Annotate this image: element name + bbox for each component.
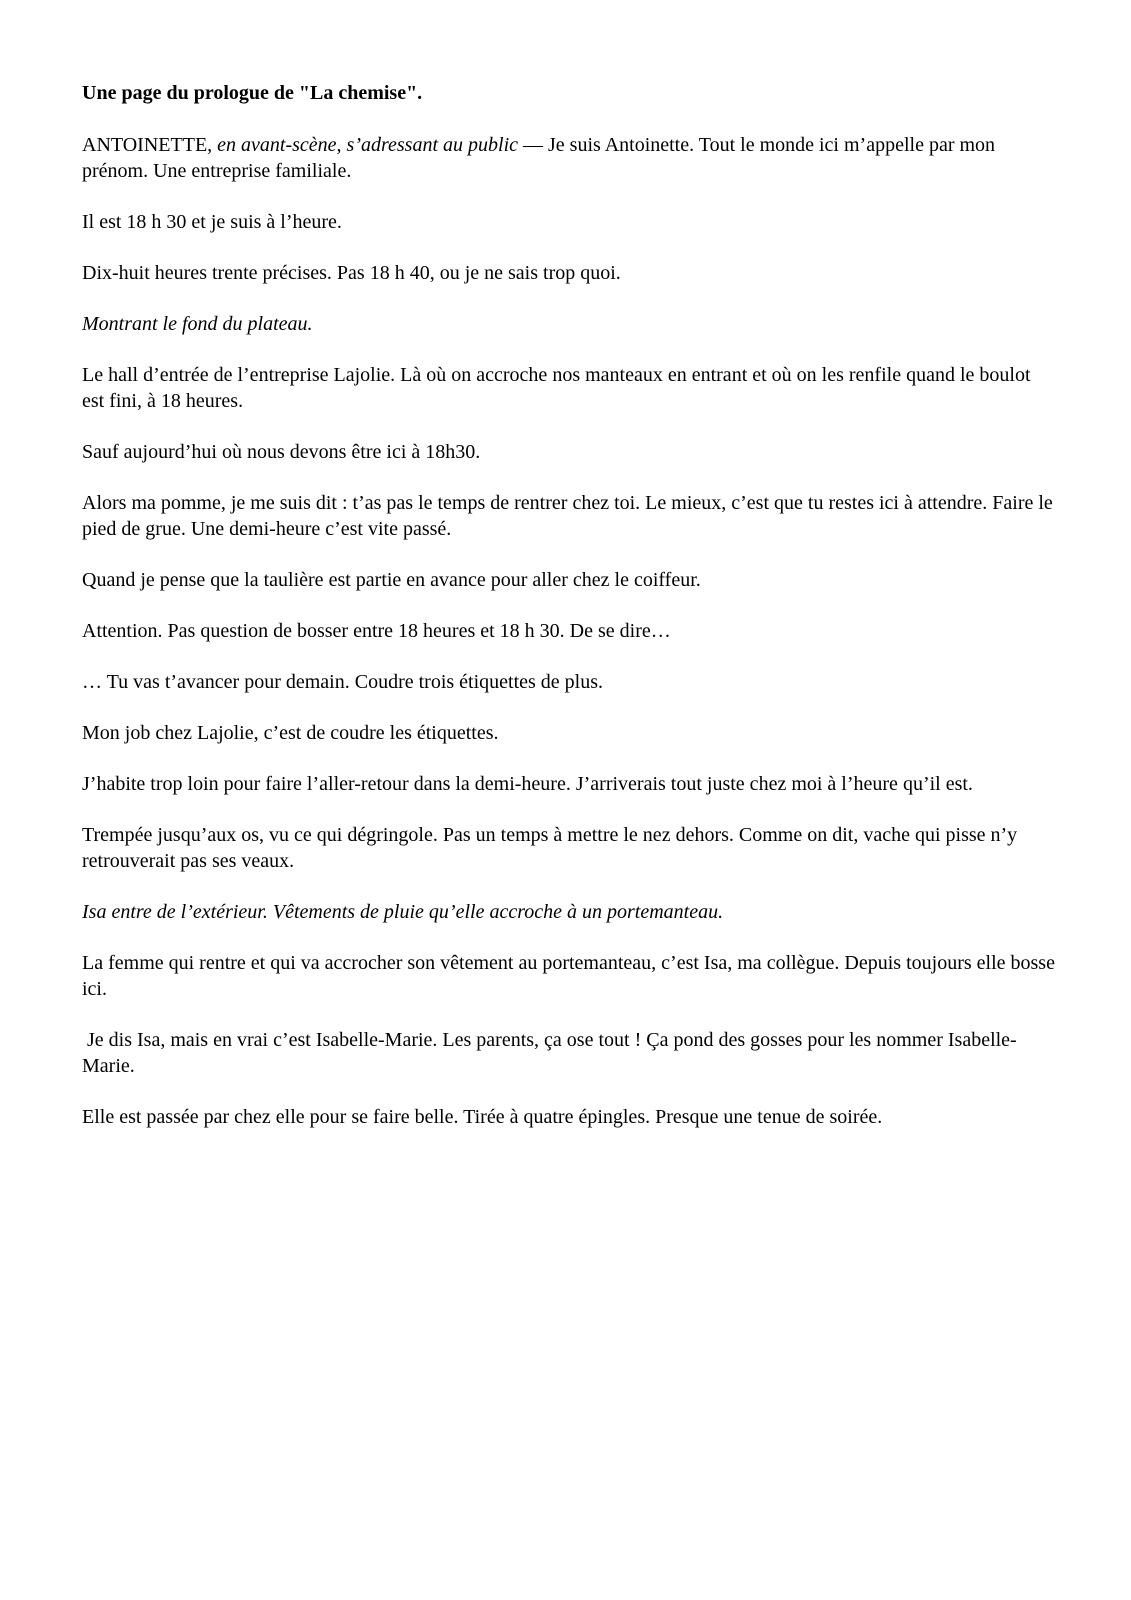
stage-direction: Isa entre de l’extérieur. Vêtements de pluie qu’elle accroche à un portemanteau. [82,901,724,923]
paragraph: Alors ma pomme, je me suis dit : t’as pas le temps de rentrer chez toi. Le mieux, c’est que tu restes ici à attendre. Faire le pied de grue. Une demi-heure c’est vite passé. [82,492,1058,540]
paragraph: Il est 18 h 30 et je suis à l’heure. [82,211,342,233]
opening-speech: — Je suis Antoinette. Tout le monde ici m’appelle par mon prénom. Une entreprise familiale. [82,134,996,182]
paragraph: Trempée jusqu’aux os, vu ce qui dégringole. Pas un temps à mettre le nez dehors. Comme on dit, vache qui pisse n’y retrouverait pas ses veaux. [82,824,1023,872]
paragraph: … Tu vas t’avancer pour demain. Coudre trois étiquettes de plus. [82,671,604,693]
speaker-name: ANTOINETTE [82,134,208,156]
paragraph: Elle est passée par chez elle pour se faire belle. Tirée à quatre épingles. Presque une tenue de soirée. [82,1106,883,1128]
paragraph: Sauf aujourd’hui où nous devons être ici à 18h30. [82,441,481,463]
paragraph: Attention. Pas question de bosser entre 18 heures et 18 h 30. De se dire… [82,620,671,642]
stage-direction-inline: , en avant-scène, s’adressant au public [207,134,519,156]
document-body [82,80,1060,1130]
paragraph-list [82,209,1060,1130]
paragraph: Le hall d’entrée de l’entreprise Lajolie. Là où on accroche nos manteaux en entrant et où on les renfile quand le boulot est fini, à 18 heures. [82,364,1036,412]
paragraph: Mon job chez Lajolie, c’est de coudre les étiquettes. [82,722,499,744]
document-title: Une page du prologue de "La chemise". [82,82,423,104]
paragraph: La femme qui rentre et qui va accrocher son vêtement au portemanteau, c’est Isa, ma collègue. Depuis toujours elle bosse ici. [82,952,1060,1000]
stage-direction: Montrant le fond du plateau. [82,313,313,335]
paragraph: Je dis Isa, mais en vrai c’est Isabelle-Marie. Les parents, ça ose tout ! Ça pond des gosses pour les nommer Isabelle-Marie. [82,1029,1017,1077]
paragraph: J’habite trop loin pour faire l’aller-retour dans la demi-heure. J’arriverais tout juste chez moi à l’heure qu’il est. [82,773,973,795]
paragraph: Quand je pense que la taulière est partie en avance pour aller chez le coiffeur. [82,569,701,591]
paragraph: Dix-huit heures trente précises. Pas 18 h 40, ou je ne sais trop quoi. [82,262,621,284]
opening-paragraph [82,132,1057,184]
